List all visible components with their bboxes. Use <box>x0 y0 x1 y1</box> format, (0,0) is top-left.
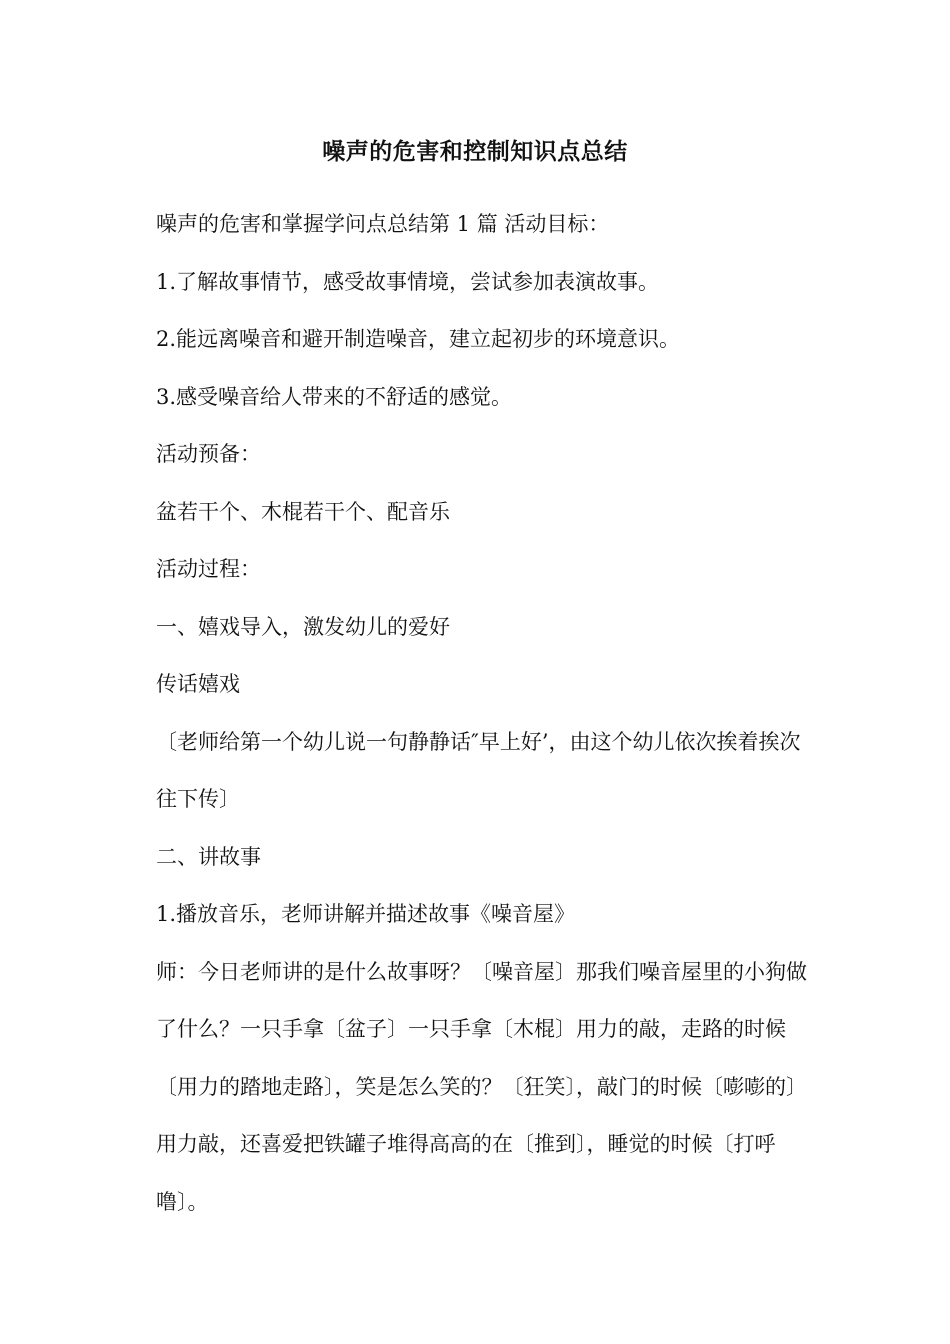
paragraph-section-1: 一、嬉戏导入，激发幼儿的爱好 <box>156 614 450 639</box>
paragraph-goal-3: 3.感受噪音给人带来的不舒适的感觉。 <box>156 384 513 409</box>
paragraph-teacher-dialogue: 师：今日老师讲的是什么故事呀？〔噪音屋〕那我们噪音屋里的小狗做了什么？一只手拿〔盆子〕一只手拿〔木棍〕用力的敲，走路的时候〔用力的踏地走路〕，笑是怎么笑的？〔狂笑〕，敲门的时候〔嘭嘭的〕用力敲，还喜爱把铁罐子堆得高高的在〔推到〕，睡觉的时候〔打呼噜〕。 <box>156 959 807 1214</box>
paragraph-goal-2: 2.能远离噪音和避开制造噪音，建立起初步的环境意识。 <box>156 327 681 351</box>
paragraph-game: 传话嬉戏 <box>156 672 240 696</box>
paragraph-game-note: 〔老师给第一个幼儿说一句静静话″早上好’，由这个幼儿依次挨着挨次往下传〕 <box>156 729 801 811</box>
paragraph-goal-1: 1.了解故事情节，感受故事情境，尝试参加表演故事。 <box>156 269 660 294</box>
document-body <box>144 196 812 1231</box>
paragraph-intro: 噪声的危害和掌握学问点总结第 1 篇 活动目标： <box>156 212 610 236</box>
paragraph-preparation-heading: 活动预备： <box>156 442 261 466</box>
paragraph-preparation-items: 盆若干个、木棍若干个、配音乐 <box>156 499 450 524</box>
paragraph-story-step: 1.播放音乐，老师讲解并描述故事《噪音屋》 <box>156 902 576 926</box>
document-title: 噪声的危害和控制知识点总结 <box>322 139 628 165</box>
paragraph-process-heading: 活动过程： <box>156 557 261 581</box>
paragraph-section-2: 二、讲故事 <box>156 844 261 869</box>
